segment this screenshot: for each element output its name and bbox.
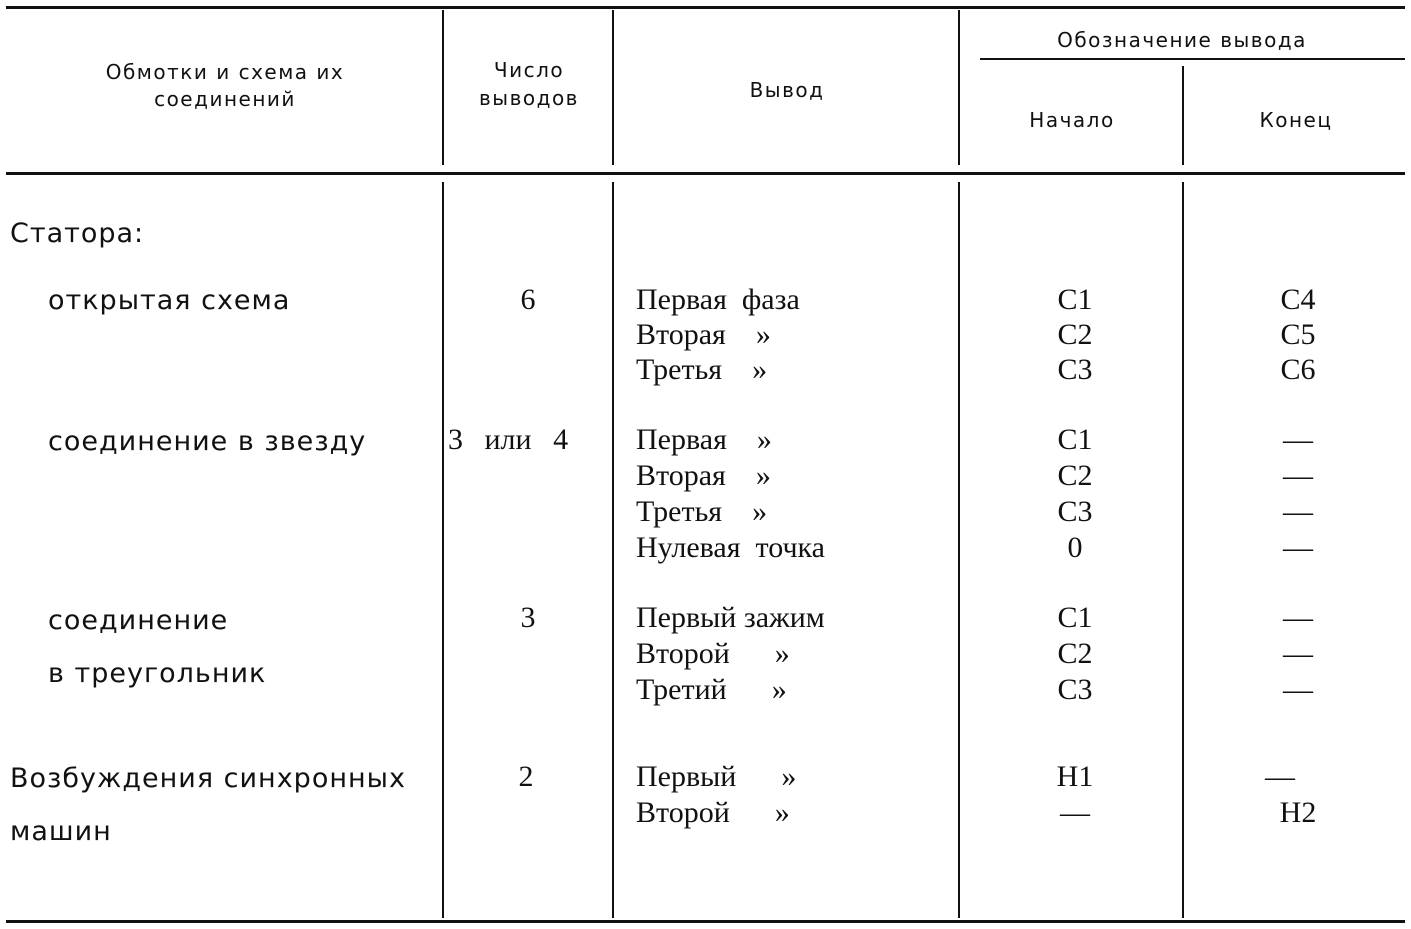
lead-delta-3: Третий » [636,673,787,706]
lead-exc-2: Второй » [636,796,790,829]
header-col1-line1: Обмотки и схема их [105,60,345,84]
label-star: соединение в звезду [48,426,367,457]
table-bottom-rule [6,920,1405,923]
start-delta-2: С2 [1057,637,1093,670]
end-delta-1: — [1283,601,1313,634]
lead-delta-2: Второй » [636,637,790,670]
lead-star-4: Нулевая точка [636,531,825,564]
col-divider-1 [442,10,444,165]
header-designation: Обозначение вывода [1057,28,1307,52]
count-open: 6 [520,283,536,316]
end-exc-2: Н2 [1279,796,1317,829]
end-open-3: С6 [1280,353,1316,386]
header-col1-line2: соединений [154,87,296,111]
lead-star-1: Первая » [636,423,772,456]
start-star-2: С2 [1057,459,1093,492]
lead-delta-1: Первый зажим [636,601,825,634]
lead-open-3: Третья » [636,353,768,386]
lead-star-2: Вторая » [636,459,771,492]
label-open-circuit: открытая схема [48,285,291,316]
start-open-3: С3 [1057,353,1093,386]
end-star-3: — [1283,495,1313,528]
end-star-1: — [1283,423,1313,456]
table-top-rule [6,6,1405,9]
lead-open-2: Вторая » [636,318,771,351]
end-delta-2: — [1283,637,1313,670]
col-divider-2-body [612,182,614,918]
lead-star-3: Третья » [636,495,768,528]
header-end: Конец [1259,108,1333,132]
label-excitation-line1: Возбуждения синхронных [10,763,406,794]
end-open-2: С5 [1280,318,1316,351]
start-delta-3: С3 [1057,673,1093,706]
start-open-1: С1 [1057,283,1093,316]
col-divider-4 [1182,66,1184,165]
end-delta-3: — [1283,673,1313,706]
col-divider-3-body [958,182,960,918]
lead-exc-1: Первый » [636,760,797,793]
lead-open-1: Первая фаза [636,283,800,316]
col-divider-3 [958,10,960,165]
header-start: Начало [1029,108,1115,132]
start-star-4: 0 [1067,531,1083,564]
col-divider-1-body [442,182,444,918]
col-divider-2 [612,10,614,165]
start-star-3: С3 [1057,495,1093,528]
count-delta: 3 [520,601,536,634]
end-exc-1: — [1265,760,1295,793]
header-col3: Вывод [749,78,825,102]
start-star-1: С1 [1057,423,1093,456]
col-divider-4-body [1182,182,1184,918]
label-delta-line2: в треугольник [48,658,267,689]
label-excitation-line2: машин [10,816,112,847]
end-open-1: С4 [1280,283,1316,316]
start-delta-1: С1 [1057,601,1093,634]
header-col2-line2: выводов [479,86,579,110]
start-exc-2: — [1060,796,1090,829]
start-open-2: С2 [1057,318,1093,351]
header-col2-line1: Число [493,58,565,82]
label-delta-line1: соединение [48,605,229,636]
designation-subrule [980,58,1405,60]
start-exc-1: Н1 [1056,760,1094,793]
section-stator: Статора: [10,218,145,249]
count-star: 3 или 4 [448,423,569,456]
header-bottom-rule [6,172,1405,175]
end-star-4: — [1283,531,1313,564]
end-star-2: — [1283,459,1313,492]
count-excitation: 2 [518,760,534,793]
